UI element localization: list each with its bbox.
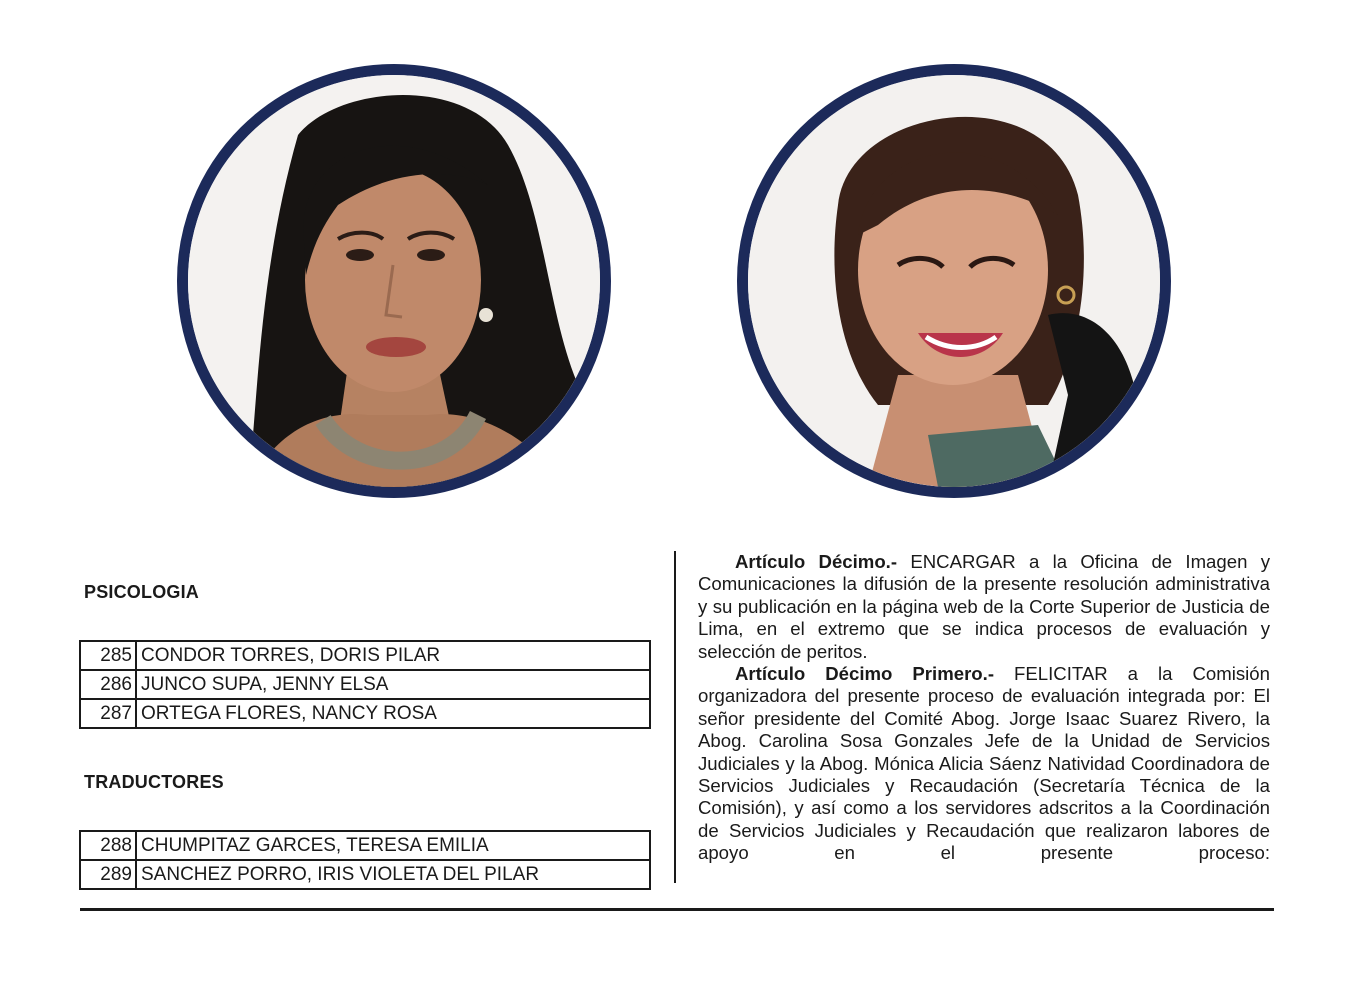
article-body: ENCARGAR a la Oficina de Imagen y Comunicaciones la difusión de la presente resolución administrativa y su publicación en la página web de la Corte Superior de Justicia de Lima, en el extremo que se indica procesos de evaluación y selección de peritos. xyxy=(698,551,1270,662)
table-row xyxy=(80,831,650,860)
article-heading: Artículo Décimo.- xyxy=(735,551,898,572)
column-divider xyxy=(674,551,676,883)
row-name: ORTEGA FLORES, NANCY ROSA xyxy=(136,699,650,728)
article-paragraph xyxy=(698,663,1270,865)
row-name: CONDOR TORRES, DORIS PILAR xyxy=(136,641,650,670)
row-name: JUNCO SUPA, JENNY ELSA xyxy=(136,670,650,699)
woman-portrait-illustration-left xyxy=(188,75,600,487)
article-paragraph xyxy=(698,551,1270,663)
row-number: 289 xyxy=(80,860,136,889)
table-row xyxy=(80,670,650,699)
bottom-rule xyxy=(80,908,1274,911)
article-body: FELICITAR a la Comisión organizadora del presente proceso de evaluación integrada por: El señor presidente del Comité Abog. Jorge Isaac Suarez Rivero, la Abog. Carolina Sosa Gonzales Jefe de la Unidad de Servicios Judiciales y la Abog. Mónica Alicia Sáenz Natividad Coordinadora de Servicios Judiciales y Recaudación (Secretaría Técnica de la Comisión), y así como a los servidores adscritos a la Coordinación de Servicios Judiciales y Recaudación que realizaron labores de apoyo en el presente proceso: xyxy=(698,663,1270,864)
traductores-table xyxy=(79,830,651,890)
woman-portrait-illustration-right xyxy=(748,75,1160,487)
article-heading: Artículo Décimo Primero.- xyxy=(735,663,995,685)
row-number: 285 xyxy=(80,641,136,670)
row-number: 286 xyxy=(80,670,136,699)
psicologia-table xyxy=(79,640,651,729)
table-row xyxy=(80,641,650,670)
portrait-photo-right xyxy=(737,64,1171,498)
table-row xyxy=(80,699,650,728)
section-heading-traductores: TRADUCTORES xyxy=(84,772,224,792)
row-name: SANCHEZ PORRO, IRIS VIOLETA DEL PILAR xyxy=(136,860,650,889)
section-heading-psicologia: PSICOLOGIA xyxy=(84,582,200,602)
portrait-photo-left xyxy=(177,64,611,498)
row-name: CHUMPITAZ GARCES, TERESA EMILIA xyxy=(136,831,650,860)
row-number: 288 xyxy=(80,831,136,860)
table-row xyxy=(80,860,650,889)
resolution-articles xyxy=(698,551,1270,865)
row-number: 287 xyxy=(80,699,136,728)
